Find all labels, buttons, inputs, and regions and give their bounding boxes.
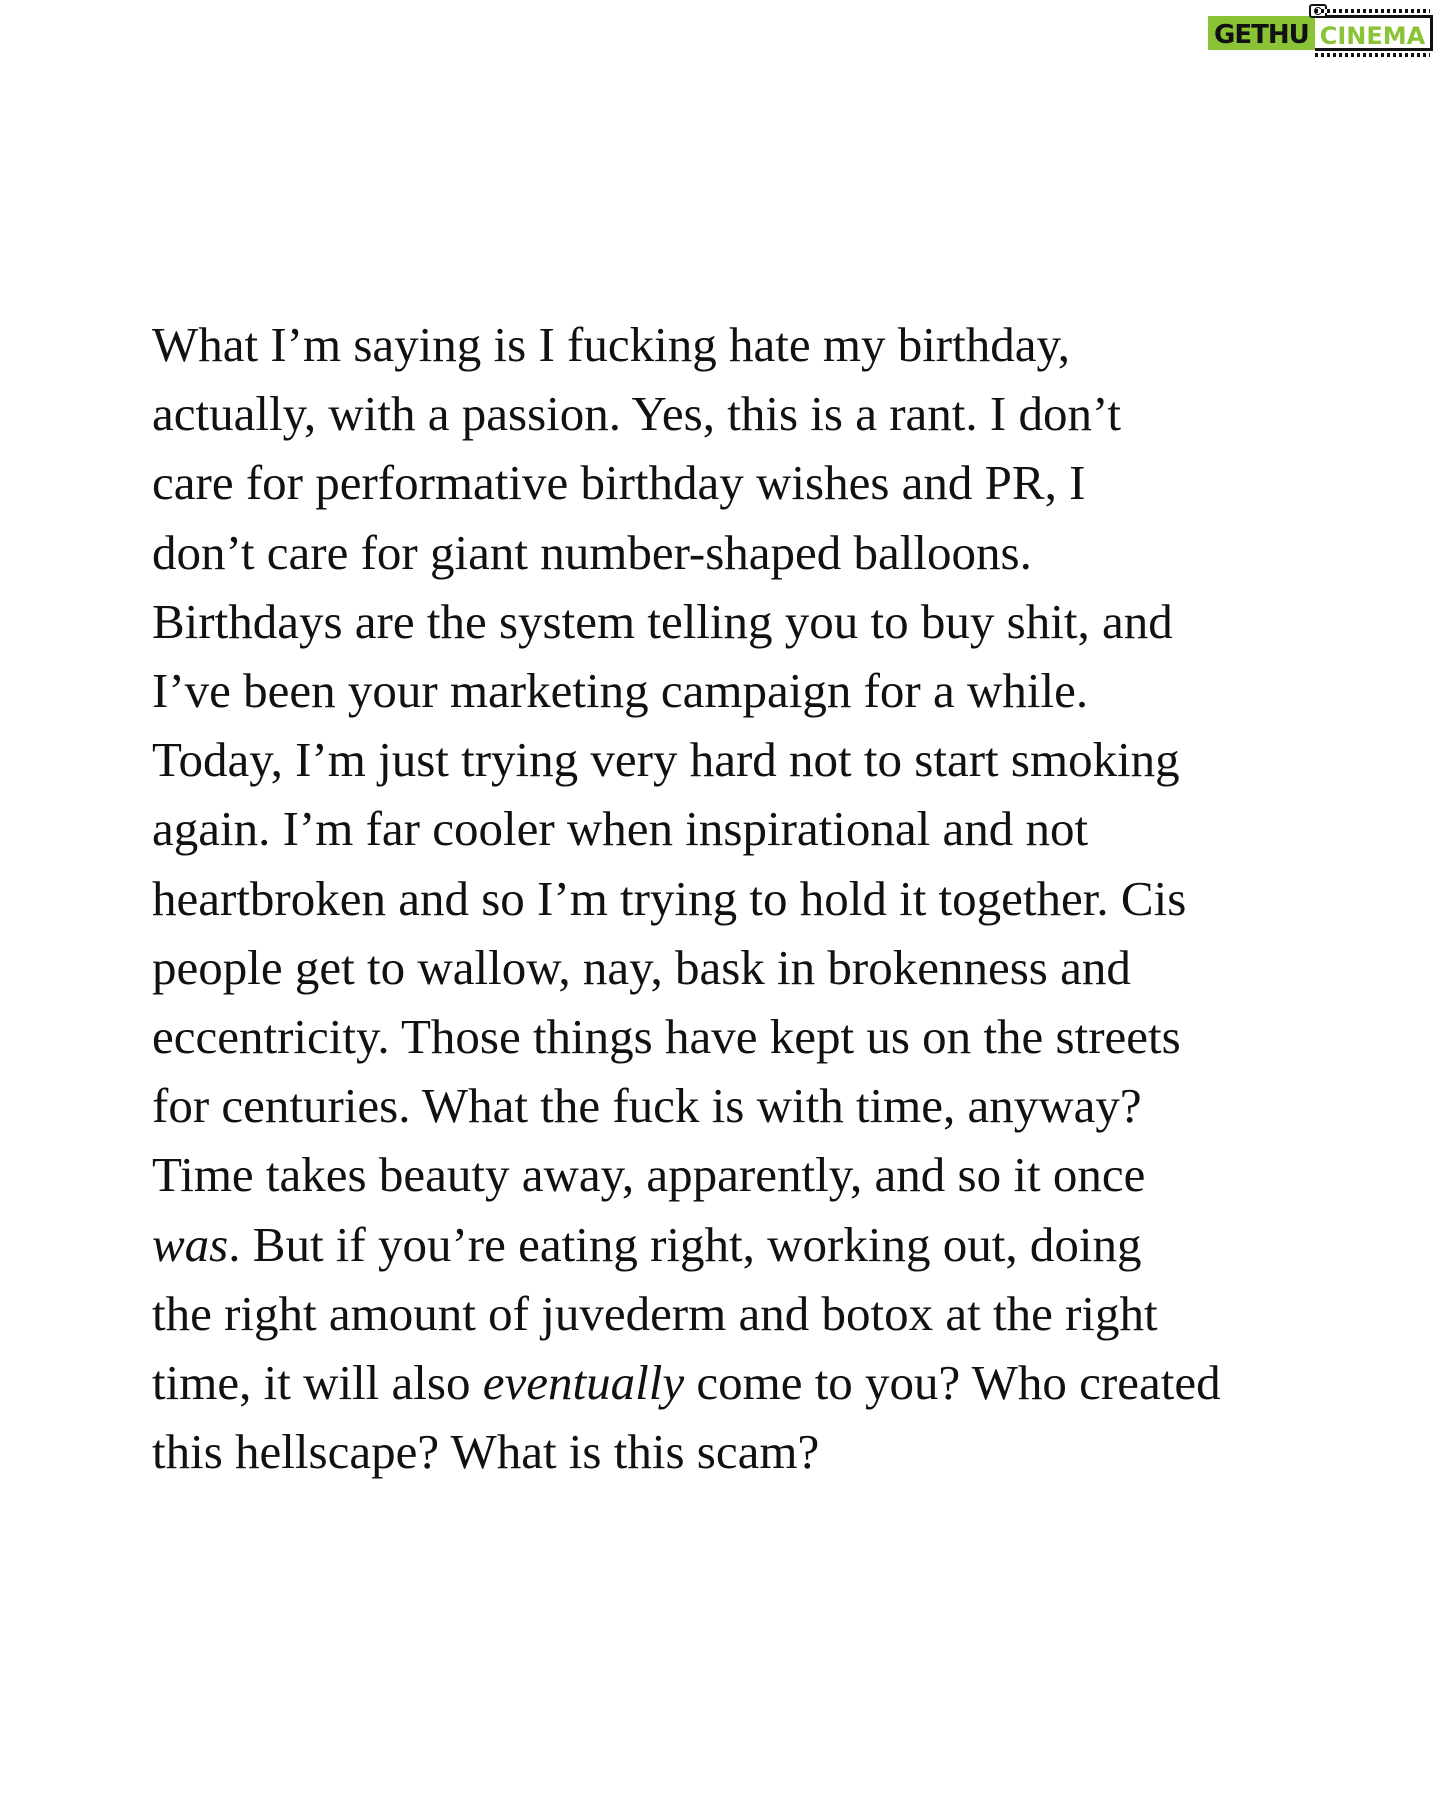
paragraph-line bbox=[152, 1348, 1312, 1417]
paragraph-line bbox=[152, 448, 1312, 517]
line-text: don’t care for giant number-shaped balloons. bbox=[152, 524, 1032, 580]
line-text: . But if you’re eating right, working out, doing bbox=[228, 1216, 1142, 1272]
film-strip-top bbox=[1315, 9, 1430, 13]
film-strip-bottom bbox=[1315, 53, 1430, 57]
line-text: again. I’m far cooler when inspirational and not bbox=[152, 801, 1089, 857]
line-text: come to you? Who created bbox=[684, 1355, 1221, 1411]
paragraph-line bbox=[152, 864, 1312, 933]
gethu-cinema-logo bbox=[1208, 10, 1424, 56]
paragraph-line bbox=[152, 587, 1312, 656]
paragraph-line bbox=[152, 1071, 1312, 1140]
line-text: Today, I’m just trying very hard not to start smoking bbox=[152, 732, 1180, 788]
line-text: I’ve been your marketing campaign for a while. bbox=[152, 663, 1089, 719]
paragraph-line bbox=[152, 794, 1312, 863]
line-text: What I’m saying is I fucking hate my birthday, bbox=[152, 317, 1071, 372]
line-text: this hellscape? What is this scam? bbox=[152, 1424, 820, 1480]
line-text: heartbroken and so I’m trying to hold it together. Cis bbox=[152, 870, 1187, 926]
line-text: the right amount of juvederm and botox at the right bbox=[152, 1285, 1158, 1341]
logo-left-text: GETHU bbox=[1208, 16, 1315, 50]
line-text: Birthdays are the system telling you to buy shit, and bbox=[152, 593, 1173, 649]
line-text: care for performative birthday wishes and PR, I bbox=[152, 455, 1086, 511]
paragraph-line bbox=[152, 379, 1312, 448]
paragraph-line bbox=[152, 1140, 1312, 1209]
paragraph-line bbox=[152, 310, 1312, 379]
paragraph-line bbox=[152, 725, 1312, 794]
line-text: time, it will also bbox=[152, 1355, 483, 1411]
italic-emphasis: was bbox=[152, 1216, 229, 1272]
paragraph-line bbox=[152, 1279, 1312, 1348]
paragraph-line bbox=[152, 1002, 1312, 1071]
italic-emphasis: eventually bbox=[482, 1355, 685, 1411]
paragraph-line bbox=[152, 518, 1312, 587]
rant-paragraph bbox=[152, 310, 1312, 1486]
logo-right-label: CINEMA bbox=[1319, 22, 1426, 50]
paragraph-line bbox=[152, 656, 1312, 725]
paragraph-line bbox=[152, 1417, 1312, 1486]
line-text: Time takes beauty away, apparently, and so it once bbox=[152, 1147, 1146, 1203]
paragraph-line bbox=[152, 1210, 1312, 1279]
line-text: for centuries. What the fuck is with time, anyway? bbox=[152, 1078, 1142, 1134]
line-text: actually, with a passion. Yes, this is a rant. I don’t bbox=[152, 386, 1122, 442]
logo-right-text bbox=[1315, 15, 1433, 51]
line-text: people get to wallow, nay, bask in brokenness and bbox=[152, 939, 1131, 995]
line-text: eccentricity. Those things have kept us on the streets bbox=[152, 1009, 1181, 1065]
paragraph-line bbox=[152, 933, 1312, 1002]
